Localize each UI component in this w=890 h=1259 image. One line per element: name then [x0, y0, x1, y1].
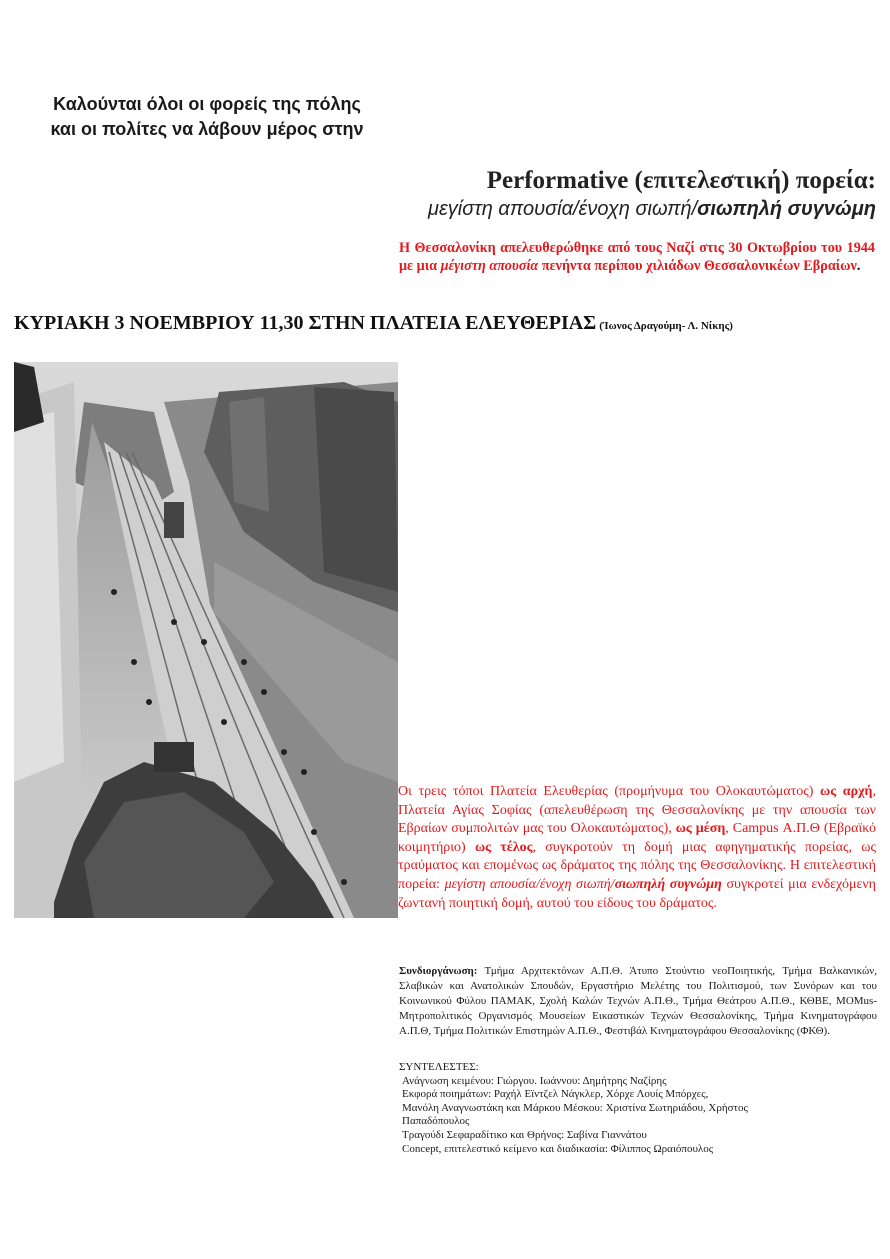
lead-text-2: πενήντα περίπου χιλιάδων Θεσσαλονικέων Εβραίων — [538, 258, 857, 274]
credits-line: Εκφορά ποιημάτων: Ραχήλ Εϊντζελ Νάγκλερ, Χόρχε Λουίς Μπόρχες, — [402, 1088, 709, 1101]
organizers-paragraph — [399, 964, 877, 1039]
route-bold-italic-phrase: σιωπηλή συγνώμη — [614, 876, 722, 892]
lead-paragraph — [399, 239, 875, 275]
organizers-label: Συνδιοργάνωση: — [399, 965, 478, 977]
event-date: ΚΥΡΙΑΚΗ 3 ΝΟΕΜΒΡΙΟΥ 11,30 ΣΤΗΝ ΠΛΑΤΕΙΑ ΕΛΕΥΘΕΡΙΑΣ — [14, 312, 597, 334]
route-italic-phrase: μεγίστη απουσία/ένοχη σιωπή/ — [444, 876, 615, 892]
route-text-5: συγκροτεί μια ενδεχόμενη ζωντανή ποιητική δομή, αυτού του είδους του δράματος. — [398, 876, 876, 911]
invitation-line-1: Καλούνται όλοι οι φορείς της πόλης — [53, 94, 361, 114]
event-date-location — [14, 312, 733, 335]
credits-section — [399, 1061, 819, 1156]
lead-period: . — [856, 258, 861, 274]
credits-line: Ανάγνωση κειμένου: Γιώργου. Ιωάννου: Δημήτρης Ναζίρης — [402, 1074, 667, 1087]
event-subtitle — [428, 196, 876, 222]
event-subtitle-part-2: σιωπηλή συγνώμη — [697, 198, 876, 220]
credits-line: Τραγούδι Σεφαραδίτικο και Θρήνος: Σαβίνα Γιαννάτου — [402, 1128, 647, 1141]
credits-line: Παπαδόπουλος — [402, 1115, 470, 1128]
route-text-3: , Campus Α.Π.Θ (Εβραϊκό κοιμητήριο) — [398, 821, 877, 855]
route-text-2: , Πλατεία Αγίας Σοφίας (απελευθέρωση της Θεσσαλονίκης με την απουσία των Εβραίων συμπολιτών μας του Ολοκαυτώματος), — [398, 784, 876, 837]
route-text-1: Οι τρεις τόποι Πλατεία Ελευθερίας (προμήνυμα του Ολοκαυτώματος) — [398, 784, 821, 799]
route-description — [398, 783, 876, 913]
event-title-block — [428, 166, 876, 222]
route-end: ως τέλος — [474, 839, 533, 855]
organizers-list: Τμήμα Αρχιτεκτόνων Α.Π.Θ. Άτυπο Στούντιο νεοΠοιητικής, Τμήμα Βαλκανικών, Σλαβικών και Ανατολικών Σπουδών, Εργαστήριο Μελέτης του Πολιτισμού, των Συνόρων και του Κοινωνικού Φύλου ΠΑΜΑΚ, Σχολή Καλών Τεχνών Α.Π.Θ., Τμήμα Θεάτρου Α.Π.Θ., ΚΘΒΕ, MOMus-Μητροπολιτικός Οργανισμός Μουσείων Εικαστικών Τεχνών Θεσσαλονίκης, Τμήμα Κινηματογράφου Α.Π.Θ, Τμήμα Πολιτικών Επιστημών Α.Π.Θ., Φεστιβάλ Κινηματογράφου Θεσσαλονίκης (ΦΚΘ). — [399, 965, 877, 1038]
event-address: (Ίωνος Δραγούμη- Λ. Νίκης) — [599, 320, 733, 332]
credits-heading: ΣΥΝΤΕΛΕΣΤΕΣ: — [399, 1061, 479, 1073]
event-subtitle-part-1: μεγίστη απουσία/ένοχη σιωπή/ — [428, 198, 698, 220]
invitation-line-2: και οι πολίτες να λάβουν μέρος στην — [50, 119, 364, 139]
lead-emphasis: μέγιστη απουσία — [440, 258, 539, 274]
event-title: Performative (επιτελεστική) πορεία: — [486, 167, 876, 194]
route-start: ως αρχή — [820, 784, 873, 799]
credits-line: Μανόλη Αναγνωστάκη και Μάρκου Μέσκου: Χριστίνα Σωτηριάδου, Χρήστος — [402, 1101, 748, 1114]
credits-line: Concept, επιτελεστικό κείμενο και διαδικασία: Φίλιππος Ωραιόπουλος — [402, 1142, 714, 1155]
invitation-heading — [18, 92, 396, 142]
route-text-4: , συγκροτούν τη δομή μιας αφηγηματικής πορείας, ως τραύματος και επομένως ως δράματος της πόλης της Θεσσαλονίκης. Η επιτελεστική πορεία: — [398, 839, 876, 892]
route-middle: ως μέση — [675, 821, 726, 837]
lead-text-1: Η Θεσσαλονίκη απελευθερώθηκε από τους Ναζί στις 30 Οκτωβρίου του 1944 με μια — [399, 240, 875, 274]
historic-street-photo — [14, 362, 398, 918]
